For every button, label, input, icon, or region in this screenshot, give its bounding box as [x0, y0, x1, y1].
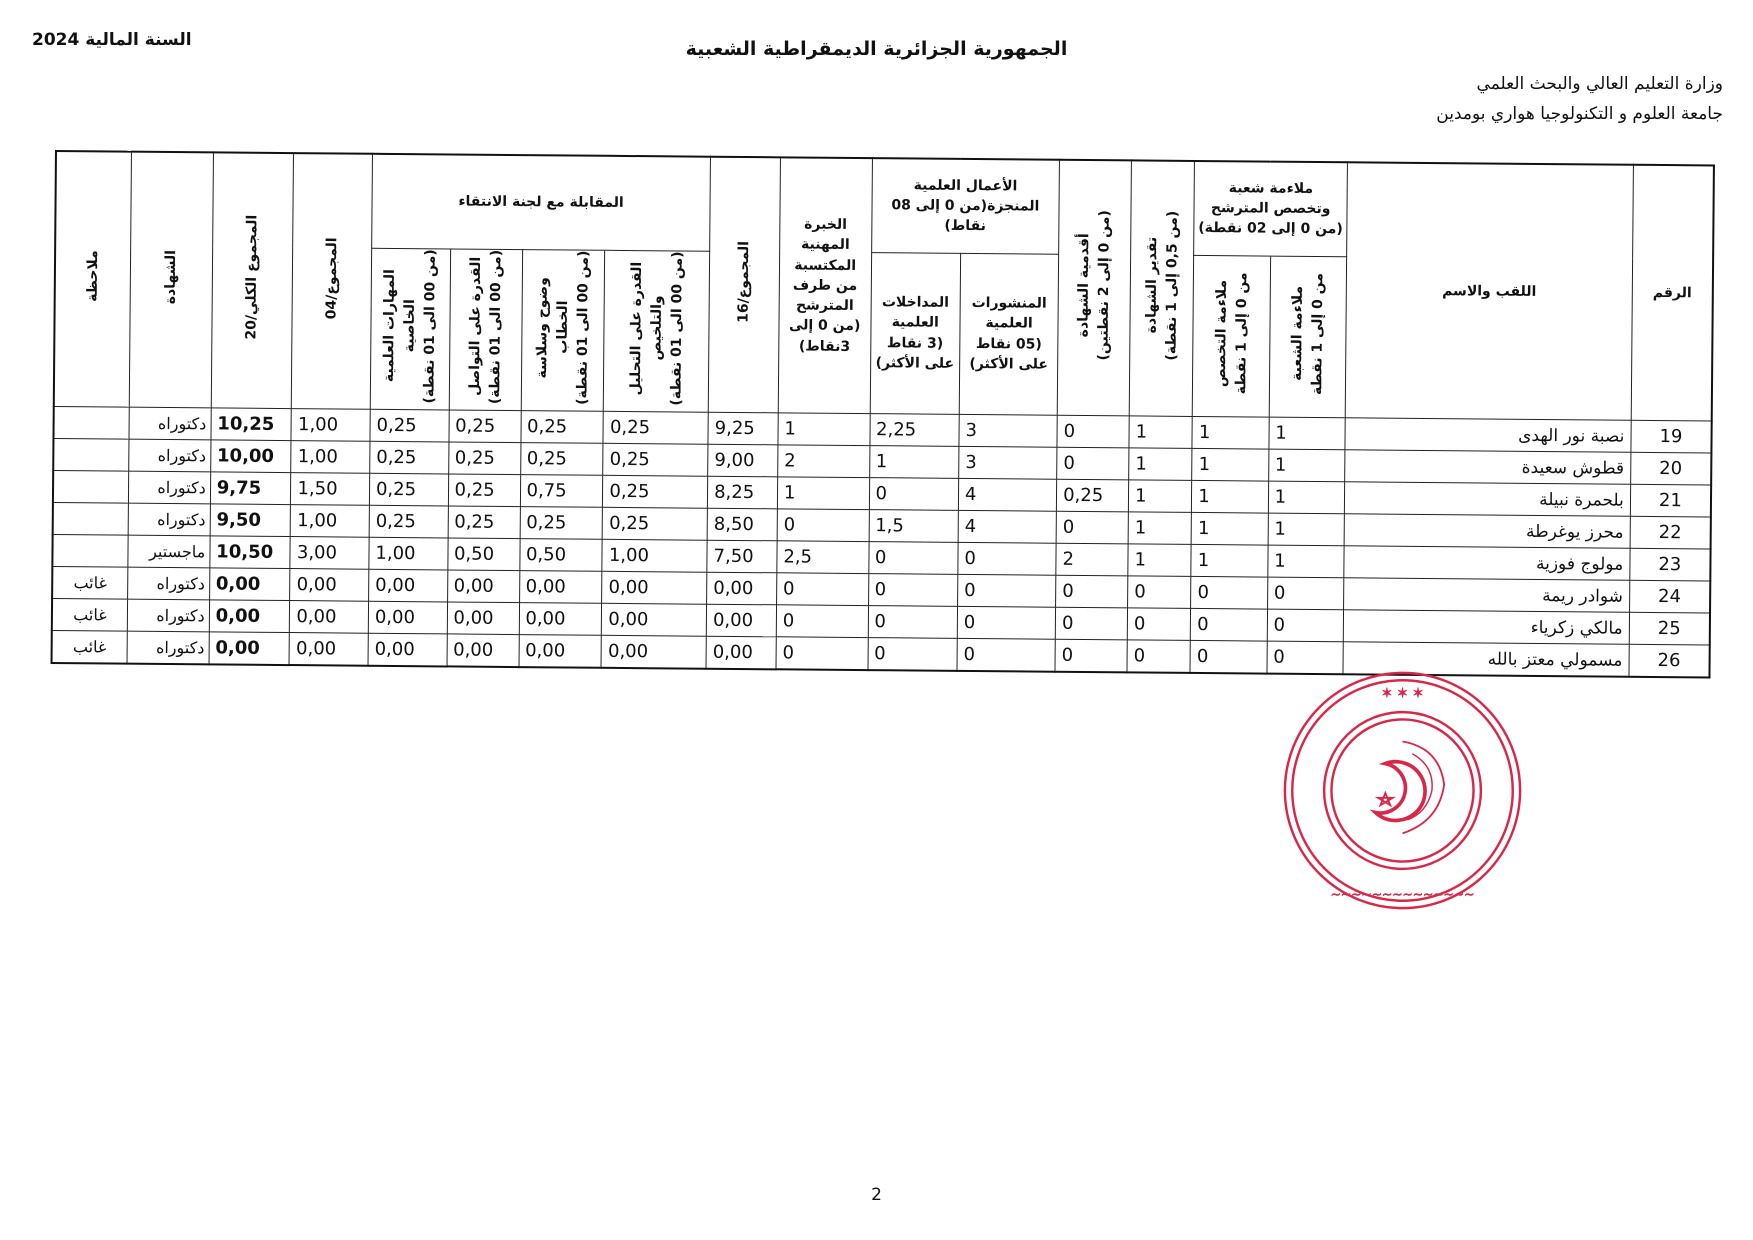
cell-note — [53, 407, 129, 440]
cell-c13: 1,50 — [291, 473, 370, 506]
cell-c10: 0,50 — [519, 539, 602, 572]
cell-c9: 0,00 — [601, 635, 706, 668]
cell-c5: 0 — [957, 606, 1055, 639]
cell-name: محرز يوغرطة — [1344, 514, 1630, 548]
header-clarity: وضوح وسلاسة الخطاب (من 00 الى 01 نقطة) — [521, 249, 605, 411]
cell-c9: 0,25 — [603, 443, 708, 476]
fiscal-year: السنة المالية 2024 — [32, 30, 192, 50]
cell-c10: 0,00 — [519, 635, 602, 668]
cell-name: شوادر ريمة — [1344, 578, 1630, 612]
cell-name: بلحمرة نبيلة — [1344, 482, 1630, 516]
cell-c9: 0,25 — [603, 411, 708, 444]
cell-c14: 0,00 — [209, 600, 290, 633]
cell-cert: دكتوراه — [127, 599, 209, 632]
cell-c5: 0 — [958, 542, 1056, 575]
cell-c1: 1 — [1268, 449, 1345, 482]
results-table — [51, 150, 1715, 678]
cell-cert: دكتوراه — [129, 439, 211, 472]
cell-c8: 0,00 — [707, 572, 777, 605]
cell-c10: 0,25 — [520, 507, 603, 540]
header-interview-group: المقابلة مع لجنة الانتقاء — [372, 154, 711, 251]
header-remark: ملاحظة — [54, 151, 132, 407]
cell-c12: 0,00 — [368, 633, 447, 666]
header-subtotal4: المجموع/04 — [292, 153, 373, 409]
cell-name: مسمولي معتز بالله — [1343, 642, 1629, 677]
cell-cert: دكتوراه — [129, 407, 211, 440]
header-fit-group: ملاءمة شعبة وتخصص المترشح (من 0 إلى 02 نقطة) — [1194, 161, 1348, 256]
cell-no: 20 — [1630, 452, 1711, 485]
cell-note: غائب — [52, 599, 128, 632]
cell-c13: 0,00 — [289, 633, 368, 666]
cell-c12: 0,25 — [369, 505, 448, 538]
cell-c8: 9,00 — [708, 444, 778, 477]
header-name: اللقب والاسم — [1345, 162, 1633, 420]
cell-c3: 1 — [1129, 416, 1193, 449]
cell-c9: 1,00 — [602, 539, 707, 572]
cell-c11: 0,25 — [448, 506, 520, 539]
header-communication: القدرة على التواصل (من 00 الى 01 نقطة) — [449, 248, 522, 410]
cell-c1: 1 — [1268, 513, 1345, 546]
cell-c3: 1 — [1128, 544, 1192, 577]
cell-c6: 0 — [867, 638, 957, 671]
header-publications: المنشورات العلمية (05 نقاط على الأكثر) — [959, 253, 1059, 415]
cell-c1: 0 — [1267, 609, 1344, 642]
cell-c2: 1 — [1192, 416, 1269, 449]
cell-c7: 0 — [776, 605, 868, 638]
cell-name: مالكي زكرياء — [1343, 610, 1629, 644]
cell-c13: 1,00 — [291, 441, 370, 474]
cell-name: قطوش سعيدة — [1345, 450, 1631, 484]
header-experience: الخبرة المهنية المكتسبة من طرف المترشح (من 0 إلى 3نقاط) — [778, 157, 872, 413]
cell-c1: 1 — [1269, 417, 1346, 450]
cell-c4: 0 — [1057, 447, 1129, 480]
cell-c8: 8,50 — [707, 508, 777, 541]
cell-c14: 9,50 — [210, 504, 291, 537]
header-communications: المداخلات العلمية (3 نقاط على الأكثر) — [870, 252, 961, 414]
header-skills: المهارات العلمية الخاصية (من 00 الى 01 نقطة) — [370, 248, 450, 410]
svg-text:✶ ✶ ✶: ✶ ✶ ✶ — [1381, 685, 1424, 702]
header-certificate: الشهادة — [129, 152, 213, 408]
cell-no: 25 — [1629, 612, 1710, 645]
cell-c7: 0 — [776, 573, 868, 606]
cell-c14: 10,25 — [211, 408, 292, 441]
cell-c7: 2,5 — [777, 541, 869, 574]
cell-c5: 0 — [957, 638, 1055, 671]
cell-cert: ماجستير — [128, 535, 210, 568]
cell-c2: 0 — [1191, 608, 1268, 641]
cell-cert: دكتوراه — [128, 503, 210, 536]
cell-c3: 1 — [1128, 512, 1192, 545]
cell-c6: 0 — [868, 542, 958, 575]
cell-c2: 0 — [1191, 576, 1268, 609]
cell-note — [52, 535, 128, 568]
cell-c8: 9,25 — [708, 412, 778, 445]
cell-c3: 1 — [1129, 448, 1193, 481]
cell-c3: 1 — [1128, 480, 1192, 513]
cell-c11: 0,25 — [448, 442, 520, 475]
cell-c9: 0,25 — [603, 475, 708, 508]
header-degree-seniority: أقدمية الشهادة (من 0 إلى 2 نقطتين) — [1057, 160, 1131, 416]
cell-c4: 0,25 — [1056, 479, 1128, 512]
cell-no: 24 — [1629, 580, 1710, 613]
cell-c12: 0,25 — [370, 409, 449, 442]
cell-note: غائب — [52, 567, 128, 600]
cell-c9: 0,00 — [602, 571, 707, 604]
cell-c7: 1 — [777, 477, 869, 510]
cell-c11: 0,00 — [447, 570, 519, 603]
cell-c14: 9,75 — [210, 472, 291, 505]
cell-c5: 4 — [958, 478, 1056, 511]
cell-c3: 0 — [1128, 576, 1192, 609]
cell-c14: 10,00 — [210, 440, 291, 473]
university-name: جامعة العلوم و التكنولوجيا هواري بومدين — [1436, 104, 1723, 124]
cell-c12: 0,00 — [369, 569, 448, 602]
cell-c6: 0 — [868, 574, 958, 607]
cell-c14: 0,00 — [209, 632, 290, 665]
cell-c5: 3 — [959, 414, 1057, 447]
cell-c13: 0,00 — [290, 601, 369, 634]
header-total20: المجموع الكلي/20 — [211, 152, 294, 408]
cell-c4: 0 — [1055, 639, 1127, 672]
cell-c7: 0 — [777, 509, 869, 542]
cell-c11: 0,00 — [447, 602, 519, 635]
cell-name: مولوج فوزية — [1344, 546, 1630, 580]
cell-c6: 0 — [869, 478, 959, 511]
cell-c2: 1 — [1192, 448, 1269, 481]
cell-c4: 0 — [1056, 511, 1128, 544]
cell-c13: 3,00 — [290, 537, 369, 570]
cell-c10: 0,25 — [520, 411, 603, 444]
cell-no: 21 — [1630, 484, 1711, 517]
cell-c8: 8,25 — [707, 476, 777, 509]
cell-cert: دكتوراه — [128, 567, 210, 600]
cell-c1: 0 — [1267, 641, 1344, 674]
svg-text:~~~~~~~~~~~~~~: ~~~~~~~~~~~~~~ — [1330, 887, 1475, 902]
cell-cert: دكتوراه — [128, 471, 210, 504]
cell-c3: 0 — [1127, 608, 1191, 641]
cell-c12: 0,00 — [368, 601, 447, 634]
cell-c10: 0,75 — [520, 475, 603, 508]
cell-c13: 1,00 — [291, 505, 370, 538]
cell-c14: 10,50 — [210, 536, 291, 569]
cell-c6: 1,5 — [869, 510, 959, 543]
cell-c6: 1 — [869, 446, 959, 479]
cell-c6: 2,25 — [869, 414, 959, 447]
cell-c1: 1 — [1268, 481, 1345, 514]
cell-c6: 0 — [868, 606, 958, 639]
header-works-group: الأعمال العلمية المنجزة(من 0 إلى 08 نقاط) — [871, 158, 1059, 254]
cell-c2: 1 — [1192, 480, 1269, 513]
cell-c4: 0 — [1055, 607, 1127, 640]
cell-c14: 0,00 — [209, 568, 290, 601]
cell-c4: 0 — [1057, 415, 1129, 448]
cell-note — [53, 471, 129, 504]
cell-c8: 7,50 — [707, 540, 777, 573]
cell-cert: دكتوراه — [127, 631, 209, 664]
cell-c5: 4 — [958, 510, 1056, 543]
cell-c7: 0 — [776, 637, 868, 670]
header-analysis: القدرة على التحليل والتلخيص (من 00 الى 01 نقطة) — [604, 250, 710, 412]
cell-c12: 1,00 — [369, 537, 448, 570]
cell-c11: 0,00 — [447, 634, 519, 667]
header-degree-grade: تقدير الشهادة (من 0,5 إلى 1 نقطة) — [1129, 160, 1194, 416]
results-body — [52, 407, 1712, 678]
header-fit-spec: ملاءمة التخصص من 0 إلى 1 نقطة — [1193, 255, 1271, 417]
cell-c8: 0,00 — [706, 636, 776, 669]
header-fit-branch: ملاءمة الشعبة من 0 إلى 1 نقطة — [1269, 256, 1347, 418]
cell-note — [53, 503, 129, 536]
cell-c3: 0 — [1127, 640, 1191, 673]
cell-no: 19 — [1631, 420, 1712, 453]
cell-note: غائب — [52, 631, 128, 664]
ministry-name: وزارة التعليم العالي والبحث العلمي — [1476, 74, 1723, 94]
cell-c11: 0,25 — [448, 410, 520, 443]
page-number: 2 — [871, 1185, 882, 1205]
cell-c1: 0 — [1267, 577, 1344, 610]
cell-c10: 0,25 — [520, 443, 603, 476]
cell-c9: 0,00 — [602, 603, 707, 636]
cell-c7: 2 — [778, 445, 870, 478]
cell-name: نصبة نور الهدى — [1345, 418, 1631, 452]
cell-c1: 1 — [1268, 545, 1345, 578]
cell-c4: 0 — [1056, 575, 1128, 608]
cell-c13: 1,00 — [291, 409, 370, 442]
results-sheet — [51, 150, 1715, 678]
cell-c2: 1 — [1191, 512, 1268, 545]
header-number: الرقم — [1631, 165, 1714, 421]
cell-note — [53, 439, 129, 472]
cell-c2: 1 — [1191, 544, 1268, 577]
cell-c11: 0,25 — [448, 474, 520, 507]
cell-c2: 0 — [1190, 640, 1267, 673]
cell-no: 23 — [1630, 548, 1711, 581]
cell-no: 22 — [1630, 516, 1711, 549]
cell-c5: 0 — [957, 574, 1055, 607]
cell-c11: 0,50 — [447, 538, 519, 571]
cell-c10: 0,00 — [519, 603, 602, 636]
official-seal — [1280, 668, 1525, 913]
cell-c5: 3 — [959, 446, 1057, 479]
cell-no: 26 — [1629, 644, 1710, 677]
cell-c13: 0,00 — [290, 569, 369, 602]
cell-c7: 1 — [778, 413, 870, 446]
cell-c9: 0,25 — [603, 507, 708, 540]
header-subtotal16: المجموع/16 — [708, 157, 780, 413]
cell-c12: 0,25 — [370, 441, 449, 474]
cell-c8: 0,00 — [706, 604, 776, 637]
cell-c4: 2 — [1056, 543, 1128, 576]
cell-c10: 0,00 — [519, 571, 602, 604]
cell-c12: 0,25 — [369, 473, 448, 506]
republic-title: الجمهورية الجزائرية الديمقراطية الشعبية — [685, 38, 1068, 60]
